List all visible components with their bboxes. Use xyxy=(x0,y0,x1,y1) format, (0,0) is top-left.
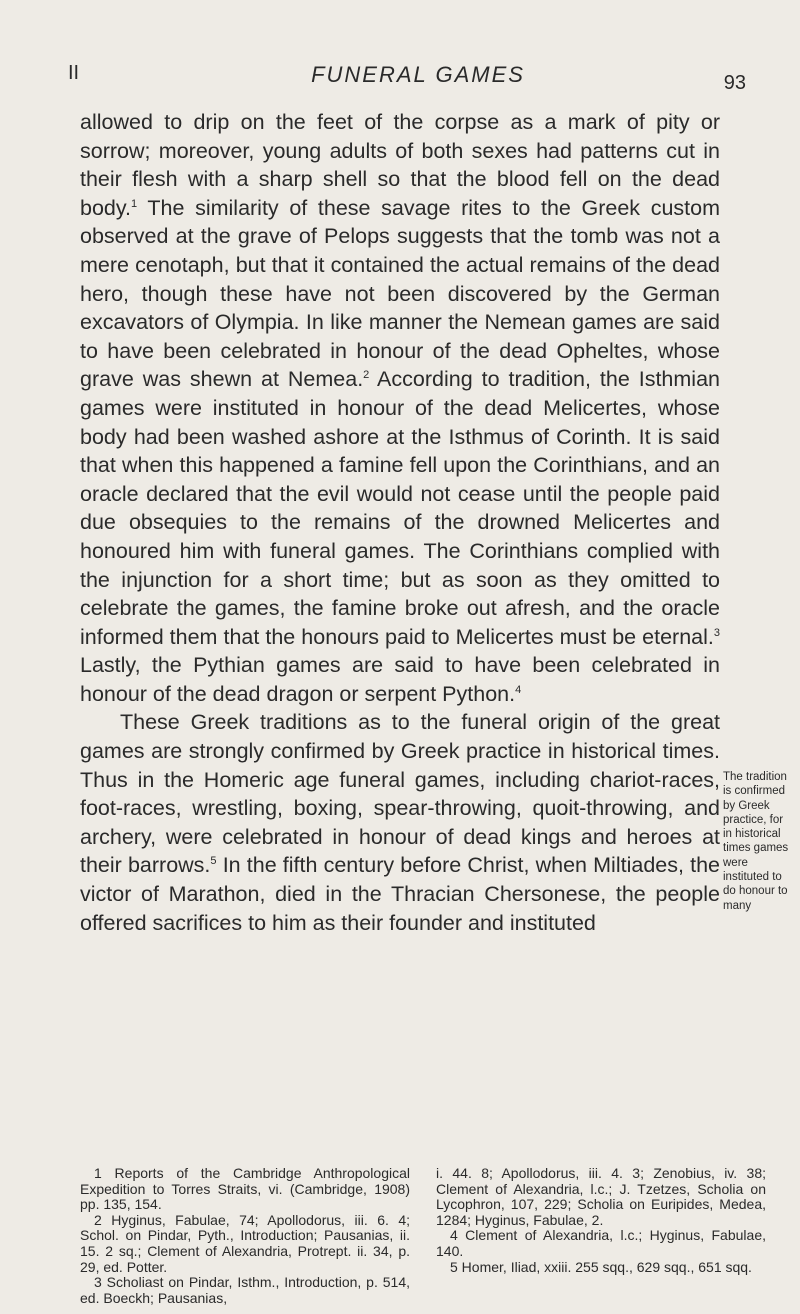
running-title: FUNERAL GAMES xyxy=(311,62,525,87)
footnote-ref-2: 2 xyxy=(363,369,370,382)
page-header xyxy=(68,62,768,96)
footnote-ref-4: 4 xyxy=(515,683,522,696)
body-text xyxy=(80,108,720,937)
paragraph-1: allowed to drip on the feet of the corpse as a mark of pity or sorrow; moreover, young adults of both sexes had patterns cut in their flesh with a sharp shell so that the blood fell on the dead body.$^1$ The similarity of these savage rites to the Greek custom observed at the grave of Pelops suggests that the tomb was not a mere cenotaph, but that it contained the actual remains of the dead hero, though these have not been discovered by the German excavators of Olympia. In like manner the Nemean games are said to have been celebrated in honour of the dead Opheltes, whose grave was shewn at Nemea.$^2$ According to tradition, the Isthmian games were instituted in honour of the dead Melicertes, whose body had been washed ashore at the Isthmus of Corinth. It is said that when this happened a famine fell upon the Corinthians, and an oracle declared that the evil would not cease until the people paid due obsequies to the remains of the drowned Melicertes and honoured him with funeral games. The Corinthians complied with the injunction for a short time; but as soon as they omitted to celebrate the games, the famine broke out afresh, and the oracle informed them that the honours paid to Melicertes must be eternal.$^3$ Lastly, the Pythian games are said to have been celebrated in honour of the dead dragon or serpent Python.$^4$ xyxy=(80,110,720,706)
footnotes xyxy=(80,1166,770,1306)
footnote: 2 Hyginus, Fabulae, 74; Apollodorus, iii. 6. 4; Schol. on Pindar, Pyth., Introduction; Pausanias, ii. 15. 2 sq.; Clement of Alexandria, Protrept. ii. 34, p. 29, ed. Potter. xyxy=(80,1211,410,1275)
page-number: 93 xyxy=(723,72,746,94)
footnote-ref-1: 1 xyxy=(131,197,138,210)
footnote-continued: i. 44. 8; Apollodorus, iii. 4. 3; Zenobius, iv. 38; Clement of Alexandria, l.c.; J. Tzetzes, Scholia on Lycophron, 107, 229; Scholia on Euripides, Medea, 1284; Hyginus, Fabulae, 2. xyxy=(436,1165,766,1228)
chapter-number: II xyxy=(68,62,80,84)
footnote: 3 Scholiast on Pindar, Isthm., Introduction, p. 514, ed. Boeckh; Pausanias, xyxy=(80,1274,410,1306)
footnotes-column-left xyxy=(80,1166,410,1306)
footnote: 5 Homer, Iliad, xxiii. 255 sqq., 629 sqq., 651 sqq. xyxy=(450,1258,752,1275)
paragraph-2: These Greek traditions as to the funeral origin of the great games are strongly confirmed by Greek practice in historical times. Thus in the Homeric age funeral games, including chariot-races, foot-races, wrestling, boxing, spear-throwing, quoit-throwing, and archery, were celebrated in honour of dead kings and heroes at their barrows.$^5$ In the fifth century before Christ, when Miltiades, the victor of Marathon, died in the Thracian Chersonese, the people offered sacrifices to him as their founder and instituted xyxy=(80,710,720,935)
footnote: 1 Reports of the Cambridge Anthropological Expedition to Torres Straits, vi. (Cambridge, 1908) pp. 135, 154. xyxy=(80,1165,410,1213)
footnotes-column-right xyxy=(436,1166,766,1306)
margin-note: The tradition is confirmed by Greek practice, for in historical times games were instituted to do honour to many xyxy=(723,771,789,912)
footnote: 4 Clement of Alexandria, l.c.; Hyginus, Fabulae, 140. xyxy=(436,1227,766,1259)
footnote-ref-3: 3 xyxy=(713,626,720,639)
footnote-ref-5: 5 xyxy=(210,855,217,868)
